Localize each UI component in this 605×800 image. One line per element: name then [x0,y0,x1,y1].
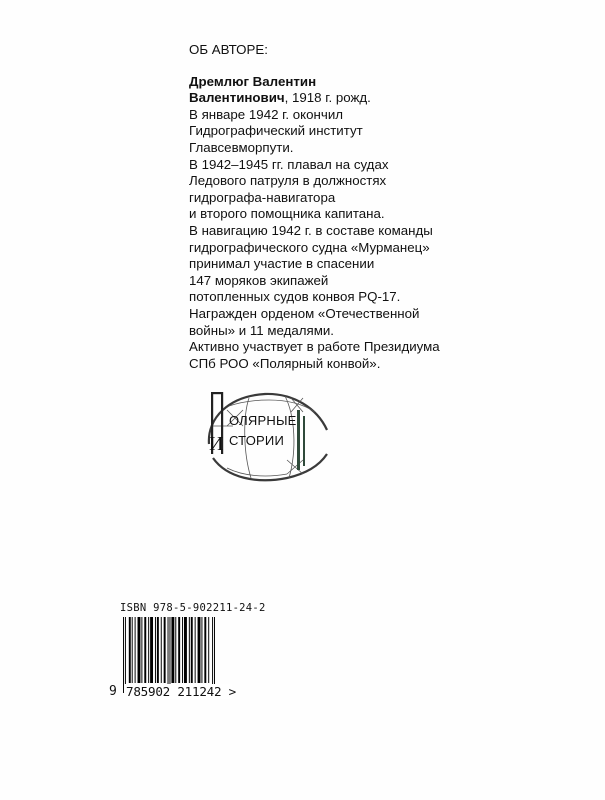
bio-line: В январе 1942 г. окончил [189,106,344,122]
about-heading: ОБ АВТОРЕ: [189,42,268,57]
ean-digits: 785902 211242 > [126,684,236,699]
bio-line: Активно участвует в работе Президиума [189,339,440,355]
isbn-label: ISBN 978-5-902211-24-2 [120,602,266,614]
barcode [123,617,215,693]
about-author-block [189,42,489,372]
bio-line: гидрографа-навигатора [189,189,336,205]
author-patronymic: Валентинович [189,90,285,106]
bio-line: и второго помощника капитана. [189,206,385,222]
bio-line: Главсевморпути. [189,139,294,155]
bio-line: гидрографического судна «Мурманец» [189,239,430,255]
logo-line-2: СТОРИИ [229,433,284,448]
author-patronymic-line [189,90,489,107]
bio-line: В навигацию 1942 г. в составе команды [189,222,433,238]
bio-line: Гидрографический институт [189,123,363,139]
polar-stories-logo [203,386,331,486]
author-name: Дремлюг Валентин [189,73,317,89]
logo-letter-2: И [209,433,224,455]
bio-line: Ледового патруля в должностях [189,173,387,189]
bio-line: принимал участие в спасении [189,256,375,272]
ean-first-digit: 9 [109,684,117,699]
bio-line: В 1942–1945 гг. плавал на судах [189,156,389,172]
barcode-bars [123,617,215,693]
bio-line: потопленных судов конвоя PQ-17. [189,289,401,305]
bio-line: 147 моряков экипажей [189,272,329,288]
birth-year-text: , 1918 г. рожд. [284,90,371,106]
bio-line: Награжден орденом «Отечественной [189,305,420,321]
bio-line: СПб РОО «Полярный конвой». [189,355,381,371]
bio-line: войны» и 11 медалями. [189,322,334,338]
author-name-line [189,74,489,91]
logo-line-1: ОЛЯРНЫЕ [229,413,297,428]
